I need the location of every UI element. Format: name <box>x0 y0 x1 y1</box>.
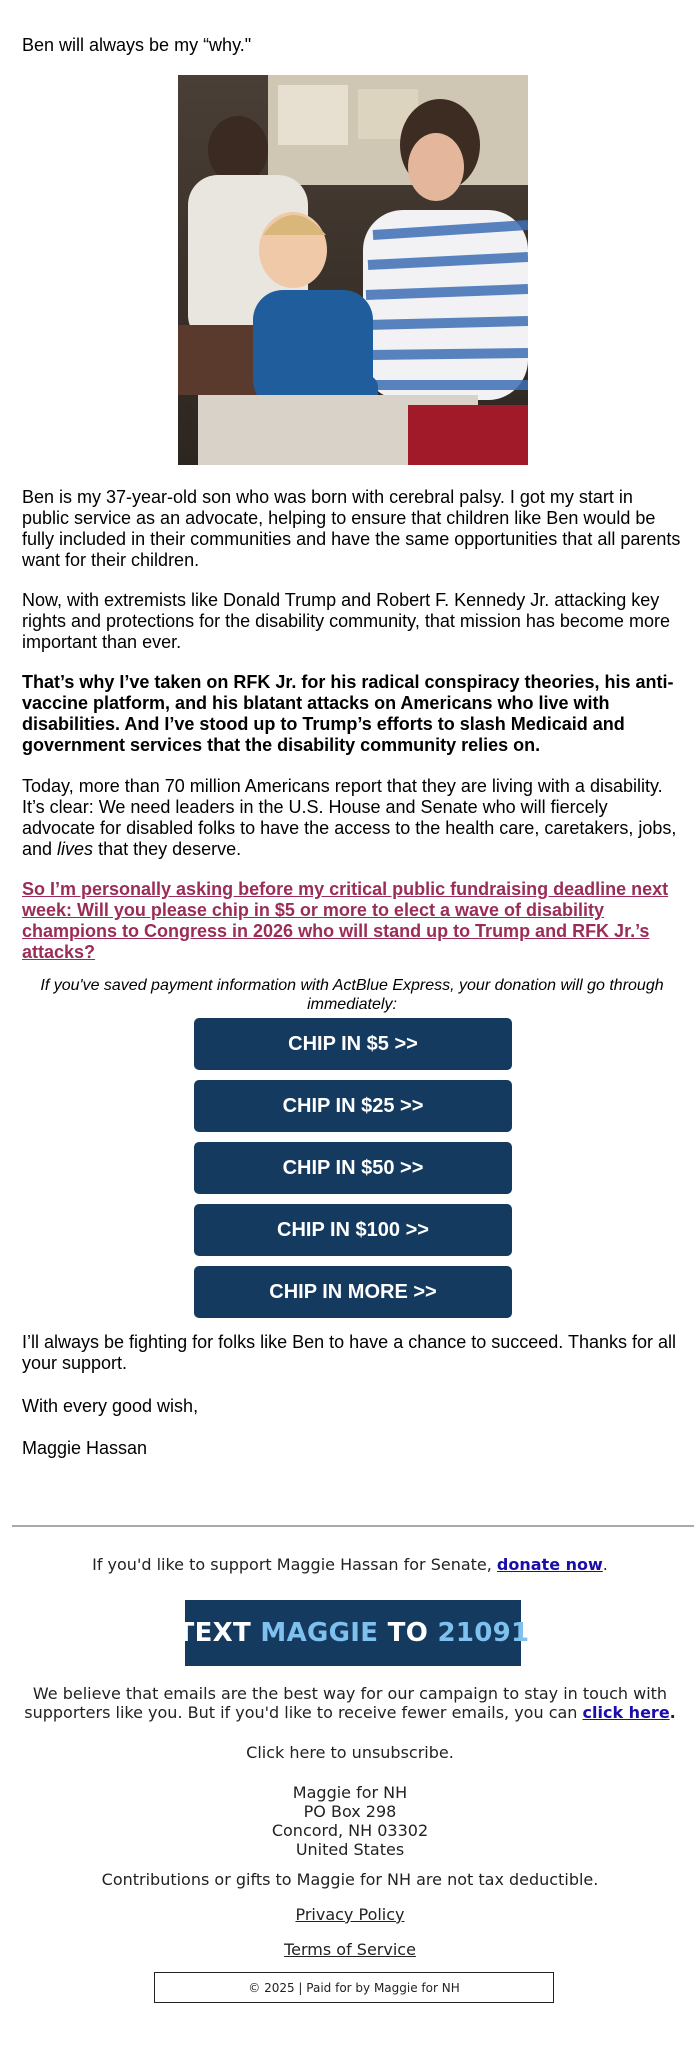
para4-end: that they deserve. <box>93 839 242 859</box>
fewer-emails-line: We believe that emails are the best way for our campaign to stay in touch with supporters like you. But if you'd like to receive fewer emails, you can click here. <box>24 1684 676 1722</box>
terms-of-service-link[interactable]: Terms of Service <box>284 1940 416 1959</box>
privacy-policy-link[interactable]: Privacy Policy <box>295 1905 405 1924</box>
signature: Maggie Hassan <box>22 1438 148 1458</box>
banner-text-word: TEXT <box>176 1618 252 1648</box>
chip-in-100-button[interactable]: CHIP IN $100 >> <box>194 1204 512 1256</box>
paragraph-disability-stats <box>22 776 682 860</box>
donate-now-link[interactable]: donate now <box>496 1555 603 1574</box>
fewer-emails-click-here-link[interactable]: click here <box>582 1703 670 1722</box>
address-line-1: Maggie for NH <box>292 1783 408 1802</box>
paragraph-rfk: That’s why I’ve taken on RFK Jr. for his radical conspiracy theories, his anti-vaccine platform, and his blatant attacks on Americans who live with disabilities. And I’ve stood up to Trump’s efforts to slash Medicaid and government services that the disability community relies on. <box>22 672 674 755</box>
fundraising-ask-link[interactable]: So I’m personally asking before my critical public fundraising deadline next week: Will you please chip in $5 or more to elect a wave of disability champions to Congress in 2026 who will stand up to Trump and RFK Jr.’s attacks? <box>22 879 669 962</box>
intro-text: Ben will always be my “why." <box>22 35 252 55</box>
chip-in-5-button[interactable]: CHIP IN $5 >> <box>194 1018 512 1070</box>
banner-number: 21091 <box>437 1618 530 1648</box>
chip-in-more-button[interactable]: CHIP IN MORE >> <box>194 1266 512 1318</box>
support-text: If you'd like to support Maggie Hassan for Senate, <box>92 1555 497 1574</box>
para4-start: Today, more than 70 million Americans report that they are living with a disability. It’s clear: We need leaders in the U.S. House and Senate who will fiercely advocate for disabled folks to have the access to the health care, caretakers, jobs, and <box>22 776 677 859</box>
chip-in-25-button[interactable]: CHIP IN $25 >> <box>194 1080 512 1132</box>
closing-text: I’ll always be fighting for folks like Ben to have a chance to succeed. Thanks for all your support. <box>22 1332 677 1373</box>
address-line-3: Concord, NH 03302 <box>271 1821 429 1840</box>
text-maggie-banner[interactable] <box>176 1600 530 1666</box>
unsubscribe-link[interactable]: Click here to unsubscribe. <box>246 1743 454 1762</box>
support-line <box>0 1555 700 1574</box>
support-period: . <box>602 1555 608 1574</box>
tax-note: Contributions or gifts to Maggie for NH are not tax deductible. <box>101 1870 599 1889</box>
paid-for-box: © 2025 | Paid for by Maggie for NH <box>154 1972 554 2003</box>
chip-in-50-button[interactable]: CHIP IN $50 >> <box>194 1142 512 1194</box>
banner-name: MAGGIE <box>260 1618 379 1648</box>
signoff-text: With every good wish, <box>22 1396 199 1416</box>
paragraph-mission: Now, with extremists like Donald Trump and Robert F. Kennedy Jr. attacking key rights and protections for the disability community, that mission has become more important than ever. <box>22 590 670 652</box>
fewer-emails-text: We believe that emails are the best way for our campaign to stay in touch with supporters like you. But if you'd like to receive fewer emails, you can <box>24 1684 668 1722</box>
para4-emphasis: lives <box>57 839 94 859</box>
paragraph-intro-ben: Ben is my 37-year-old son who was born with cerebral palsy. I got my start in public service as an advocate, helping to ensure that children like Ben would be fully included in their communities and have the same opportunities that all parents want for their children. <box>22 487 681 570</box>
address-line-2: PO Box 298 <box>303 1802 397 1821</box>
divider <box>12 1525 694 1527</box>
family-photo <box>178 75 528 465</box>
address-line-4: United States <box>295 1840 405 1859</box>
actblue-note: If you've saved payment information with ActBlue Express, your donation will go through immediately: <box>40 977 664 1013</box>
banner-to: TO <box>387 1618 429 1648</box>
